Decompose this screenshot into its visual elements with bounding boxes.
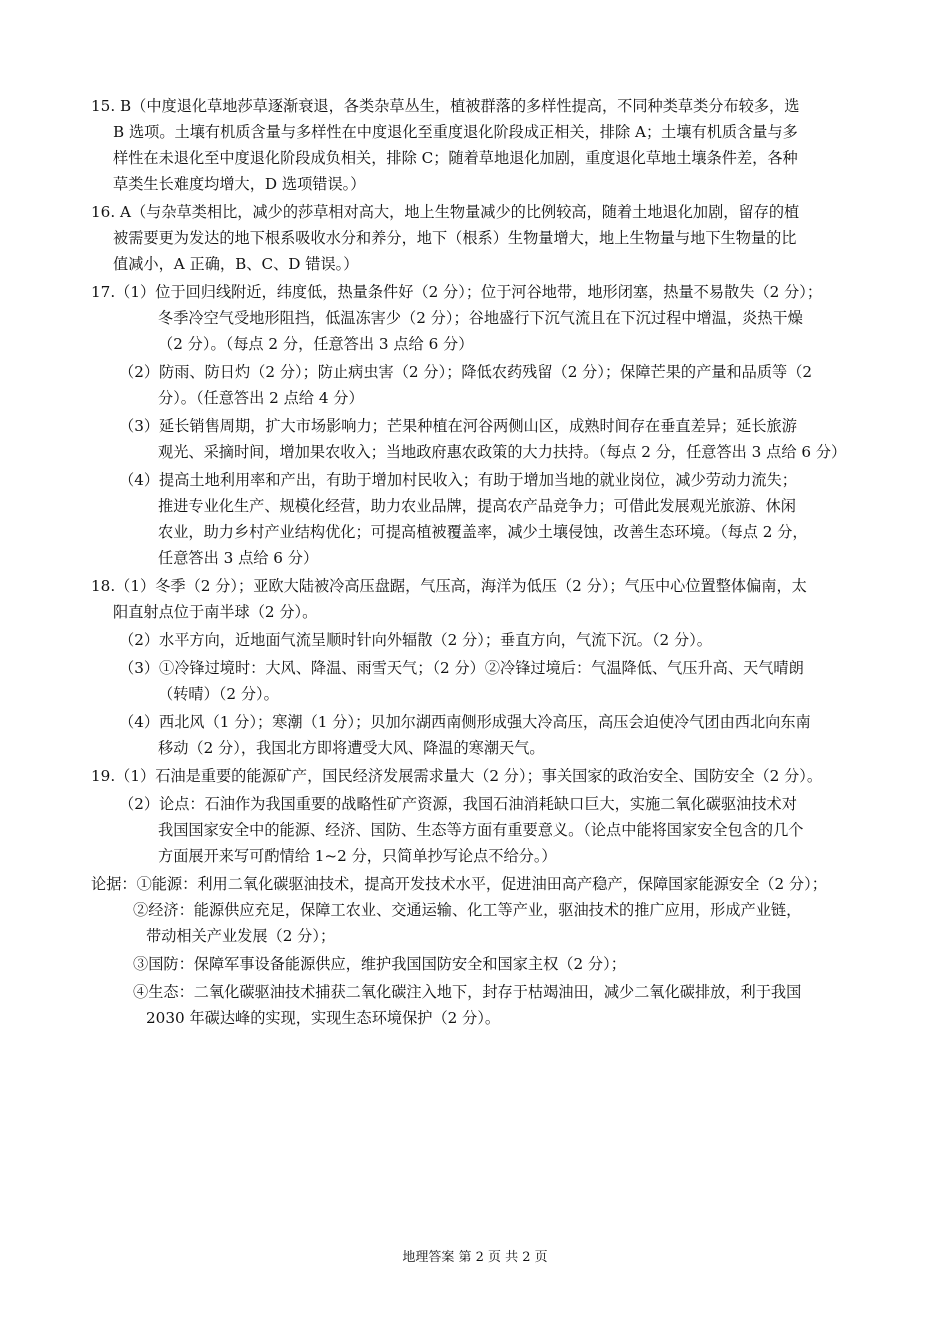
- text-line: 草类生长难度均增大，D 选项错误。）: [113, 175, 366, 193]
- text-line: 观光、采摘时间，增加果农收入；当地政府惠农政策的大力扶持。（每点 2 分，任意答出 3 点给 6 分）: [158, 443, 847, 461]
- text-line: 论据：①能源：利用二氧化碳驱油技术，提高开发技术水平，促进油田高产稳产，保障国家能源安全（2 分）；: [91, 875, 827, 893]
- text-line: 阳直射点位于南半球（2 分）。: [113, 603, 318, 621]
- text-line: （4）西北风（1 分）；寒潮（1 分）；贝加尔湖西南侧形成强大冷高压，高压会迫使冷气团由西北向东南: [119, 713, 811, 731]
- text-line: （3）①冷锋过境时：大风、降温、雨雪天气；（2 分）②冷锋过境后：气温降低、气压升高、天气晴朗: [119, 659, 804, 677]
- text-line: B 选项。土壤有机质含量与多样性在中度退化至重度退化阶段成正相关，排除 A；土壤有机质含量与多: [113, 123, 798, 141]
- text-line: （转晴）（2 分）。: [158, 685, 279, 703]
- text-line: （2 分）。（每点 2 分，任意答出 3 点给 6 分）: [158, 335, 474, 353]
- text-line: 农业，助力乡村产业结构优化；可提高植被覆盖率，减少土壤侵蚀，改善生态环境。（每点 2 分，: [158, 523, 808, 541]
- text-line: 分）。（任意答出 2 点给 4 分）: [158, 389, 364, 407]
- text-line: （2）论点：石油作为我国重要的战略性矿产资源，我国石油消耗缺口巨大，实施二氧化碳驱油技术对: [119, 795, 797, 813]
- text-line: 2030 年碳达峰的实现，实现生态环境保护（2 分）。: [146, 1009, 501, 1027]
- text-line: 15. B（中度退化草地莎草逐渐衰退，各类杂草丛生，植被群落的多样性提高，不同种类草类分布较多，选: [91, 97, 800, 115]
- text-line: （4）提高土地利用率和产出，有助于增加村民收入；有助于增加当地的就业岗位，减少劳动力流失；: [119, 471, 797, 489]
- text-line: 被需要更为发达的地下根系吸收水分和养分，地下（根系）生物量增大，地上生物量与地下生物量的比: [113, 229, 797, 247]
- text-line: （2）水平方向，近地面气流呈顺时针向外辐散（2 分）；垂直方向，气流下沉。（2 分）。: [119, 631, 712, 649]
- text-line: 18.（1）冬季（2 分）；亚欧大陆被冷高压盘踞，气压高，海洋为低压（2 分）；气压中心位置整体偏南，太: [91, 577, 807, 595]
- text-line: 任意答出 3 点给 6 分）: [158, 549, 319, 567]
- text-line: 17.（1）位于回归线附近，纬度低，热量条件好（2 分）；位于河谷地带，地形闭塞，热量不易散失（2 分）；: [91, 283, 823, 301]
- text-line: 方面展开来写可酌情给 1~2 分，只简单抄写论点不给分。）: [158, 847, 557, 865]
- text-line: 值减小，A 正确，B、C、D 错误。）: [113, 255, 359, 273]
- text-line: ③国防：保障军事设备能源供应，维护我国国防安全和国家主权（2 分）；: [133, 955, 626, 973]
- page-footer: 地理答案 第 2 页 共 2 页: [402, 1250, 548, 1265]
- text-line: 样性在未退化至中度退化阶段成负相关，排除 C；随着草地退化加剧，重度退化草地土壤条件差，各种: [113, 149, 798, 167]
- text-line: 19.（1）石油是重要的能源矿产，国民经济发展需求量大（2 分）；事关国家的政治安全、国防安全（2 分）。: [91, 767, 823, 785]
- text-line: （3）延长销售周期，扩大市场影响力；芒果种植在河谷两侧山区，成熟时间存在垂直差异；延长旅游: [119, 417, 797, 435]
- text-line: 我国国家安全中的能源、经济、国防、生态等方面有重要意义。（论点中能将国家安全包含的几个: [158, 821, 804, 839]
- text-line: 移动（2 分），我国北方即将遭受大风、降温的寒潮天气。: [158, 739, 545, 757]
- text-line: 16. A（与杂草类相比，减少的莎草相对高大，地上生物量减少的比例较高，随着土地退化加剧，留存的植: [91, 203, 800, 221]
- text-line: 推进专业化生产、规模化经营，助力农业品牌，提高农产品竞争力；可借此发展观光旅游、休闲: [158, 497, 796, 515]
- text-line: 冬季冷空气受地形阻挡，低温冻害少（2 分）；谷地盛行下沉气流且在下沉过程中增温，炎热干燥: [158, 309, 803, 327]
- text-line: ④生态：二氧化碳驱油技术捕获二氧化碳注入地下，封存于枯竭油田，减少二氧化碳排放，利于我国: [133, 983, 802, 1001]
- text-line: ②经济：能源供应充足，保障工农业、交通运输、化工等产业，驱油技术的推广应用，形成产业链，: [133, 901, 802, 919]
- text-line: （2）防雨、防日灼（2 分）；防止病虫害（2 分）；降低农药残留（2 分）；保障芒果的产量和品质等（2: [119, 363, 813, 381]
- text-line: 带动相关产业发展（2 分）；: [146, 927, 336, 945]
